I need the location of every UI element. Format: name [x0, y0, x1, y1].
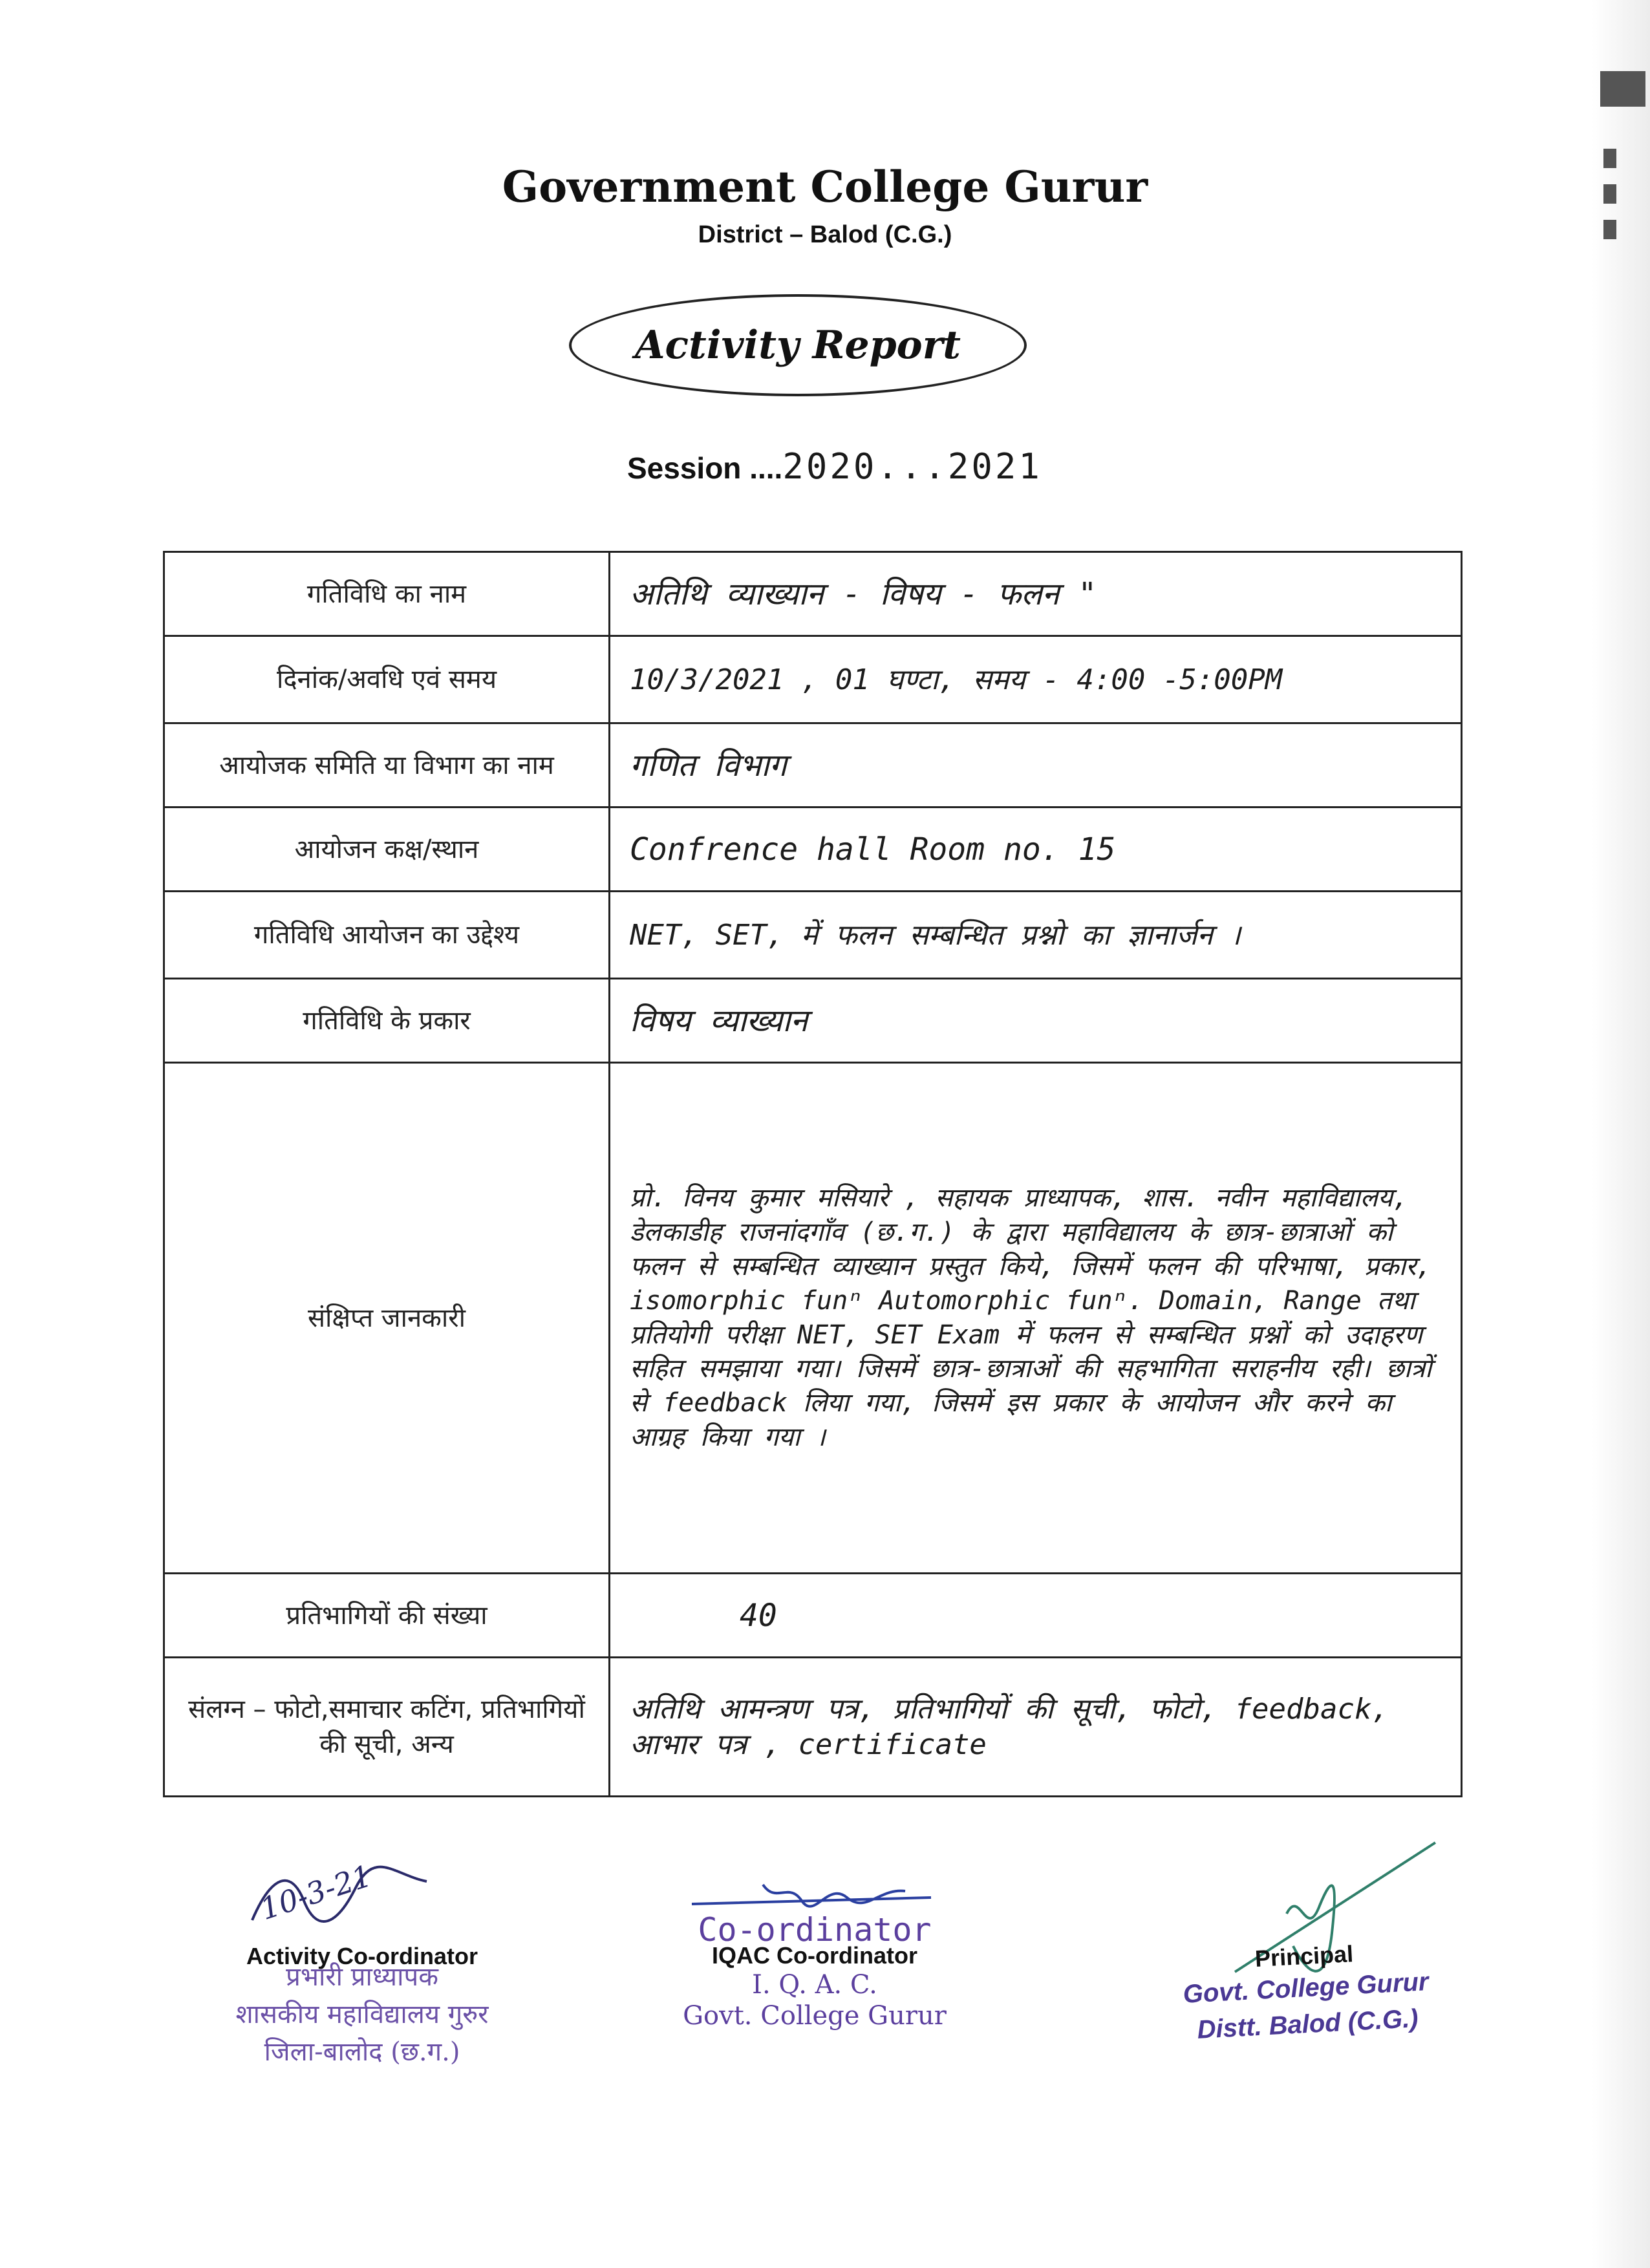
iqac-coordinator-block: [647, 1911, 983, 2031]
activity-coordinator-signature: [246, 1862, 440, 1933]
stamp-line: Govt. College Gurur: [683, 2001, 947, 2031]
principal-label: Principal: [1254, 1940, 1355, 1973]
row-value-participants: 40: [610, 1574, 1462, 1658]
stamp-line: I. Q. A. C.: [752, 1970, 877, 2000]
row-value-venue: Confrence hall Room no. 15: [610, 808, 1462, 892]
row-value-objective: NET, SET, में फलन सम्बन्धित प्रश्नो का ज्ञानार्जन ।: [610, 892, 1462, 979]
session-label: Session ....: [627, 451, 783, 485]
session-line: [627, 446, 1042, 487]
row-label-activity-name: गतिविधि का नाम: [164, 552, 610, 636]
activity-coordinator-stamp: [155, 1958, 569, 2071]
table-row: [164, 979, 1462, 1063]
stamp-line: Distt. Balod (C.G.): [1196, 2004, 1419, 2044]
stamp-line: जिला-बालोद (छ.ग.): [264, 2037, 460, 2067]
table-row: [164, 636, 1462, 723]
iqac-stamp: [647, 1969, 983, 2031]
row-value-date-time: 10/3/2021 , 01 घण्टा, समय - 4:00 -5:00PM: [610, 636, 1462, 723]
row-label-summary: संक्षिप्त जानकारी: [164, 1063, 610, 1574]
table-row: [164, 808, 1462, 892]
table-row: [164, 552, 1462, 636]
college-name: Government College Gurur: [502, 162, 1148, 212]
activity-coordinator-label: Activity Co-ordinator: [246, 1943, 478, 1969]
table-row: [164, 1063, 1462, 1574]
edge-mark: [1600, 71, 1645, 107]
table-row: [164, 723, 1462, 808]
iqac-stamp-heading: Co-ordinator: [698, 1911, 932, 1949]
district-name: District – Balod (C.G.): [698, 221, 952, 248]
row-value-summary: प्रो. विनय कुमार मसियारे , सहायक प्राध्यापक, शास. नवीन महाविद्यालय, डेलकाडीह राजनांदगाँव (छ.ग.) के द्वारा महाविद्यालय के छात्र-छात्राओं को फलन से सम्बन्धित व्याख्यान प्रस्तुत किये, जिसमें फलन की परिभाषा, प्रकार, isomorphic funⁿ Automorphic funⁿ. Domain, Range तथा प्रतियोगी परीक्षा NET, SET Exam में फलन से सम्बन्धित प्रश्नों को उदाहरण सहित समझाया गया। जिसमें छात्र-छात्राओं की सहभागिता सराहनीय रही। छात्रों से feedback लिया गया, जिसमें इस प्रकार के आयोजन और करने का आग्रह किया गया ।: [610, 1063, 1462, 1574]
stamp-line: प्रभारी प्राध्यापक: [286, 1962, 438, 1992]
report-title: Activity Report: [634, 323, 961, 368]
activity-coordinator-block: [155, 1943, 569, 2071]
table-row: [164, 1574, 1462, 1658]
table-row: [164, 892, 1462, 979]
iqac-coordinator-label: IQAC Co-ordinator: [712, 1942, 917, 1969]
row-value-organiser: गणित विभाग: [610, 723, 1462, 808]
row-label-venue: आयोजन कक्ष/स्थान: [164, 808, 610, 892]
stamp-line: शासकीय महाविद्यालय गुरुर: [235, 2000, 489, 2029]
session-value: 2020...2021: [782, 446, 1042, 487]
table-row: [164, 1658, 1462, 1797]
row-label-objective: गतिविधि आयोजन का उद्देश्य: [164, 892, 610, 979]
row-value-activity-type: विषय व्याख्यान: [610, 979, 1462, 1063]
row-value-attachments: अतिथि आमन्त्रण पत्र, प्रतिभागियों की सूची, फोटो, feedback, आभार पत्र , certificate: [610, 1658, 1462, 1797]
page-edge-shadow: [1592, 0, 1650, 2268]
report-title-oval: [569, 294, 1027, 396]
stamp-line: Govt. College Gurur: [1182, 1967, 1430, 2009]
activity-coordinator-signature-date: 10-3-21: [255, 1857, 376, 1927]
row-value-activity-name: अतिथि व्याख्यान - विषय - फलन ": [610, 552, 1462, 636]
row-label-activity-type: गतिविधि के प्रकार: [164, 979, 610, 1063]
row-label-date-time: दिनांक/अवधि एवं समय: [164, 636, 610, 723]
row-label-attachments: संलग्न – फोटो,समाचार कटिंग, प्रतिभागियों की सूची, अन्य: [164, 1658, 610, 1797]
principal-block: [1135, 1934, 1476, 2051]
row-label-participants: प्रतिभागियों की संख्या: [164, 1574, 610, 1658]
row-label-organiser: आयोजक समिति या विभाग का नाम: [164, 723, 610, 808]
activity-table: [163, 551, 1462, 1797]
